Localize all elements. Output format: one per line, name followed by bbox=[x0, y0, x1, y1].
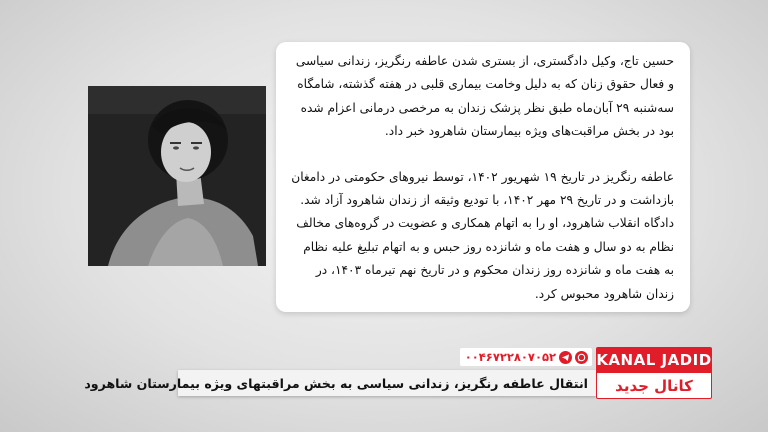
contact-bar bbox=[460, 348, 592, 366]
article-body bbox=[290, 50, 674, 306]
article-paragraph-1: حسین تاج، وکیل دادگستری، از بستری شدن عاطفه رنگریز، زندانی سیاسی و فعال حقوق زنان که به دلیل وخامت بیماری قلبی در هفته گذشته، شامگاه سه‌شنبه ۲۹ آبان‌ماه طبق نظر پزشک زندان به مرخصی درمانی اعزام شده بود در بخش مراقبت‌های ویژه بیمارستان شاهرود خبر داد. bbox=[295, 54, 674, 139]
logo-persian: کانال جدید bbox=[596, 372, 712, 399]
channel-logo bbox=[596, 347, 712, 399]
portrait-photo bbox=[88, 86, 266, 266]
headline-bar bbox=[84, 370, 596, 396]
phone-number[interactable]: ۰۰۴۶۷۲۲۸۰۷۰۵۲ bbox=[464, 350, 556, 364]
article-paragraph-2: عاطفه رنگریز در تاریخ ۱۹ شهریور ۱۴۰۲، توسط نیروهای حکومتی در دامغان بازداشت و در تاریخ ۲۹ مهر ۱۴۰۲، با تودیع وثیقه از زندان شاهرود آزاد شد. دادگاه انقلاب شاهرود، او را به اتهام همکاری و عضویت در گروه‌های مخالف نظام به دو سال و هفت ماه و شانزده روز حبس و به اتهام تبلیغ علیه نظام به هفت ماه و شانزده روز زندان محکوم و در تاریخ نهم تیرماه ۱۴۰۳، در زندان شاهرود محبوس کرد. bbox=[291, 169, 674, 301]
article-card bbox=[276, 42, 690, 312]
social-icons bbox=[559, 351, 588, 364]
headline: انتقال عاطفه رنگریز، زندانی سیاسی به بخش مراقبتهای ویژه بیمارستان شاهرود bbox=[84, 375, 588, 391]
whatsapp-icon[interactable] bbox=[575, 351, 588, 364]
telegram-icon[interactable] bbox=[559, 351, 572, 364]
logo-latin: KANAL JADID bbox=[596, 347, 712, 372]
